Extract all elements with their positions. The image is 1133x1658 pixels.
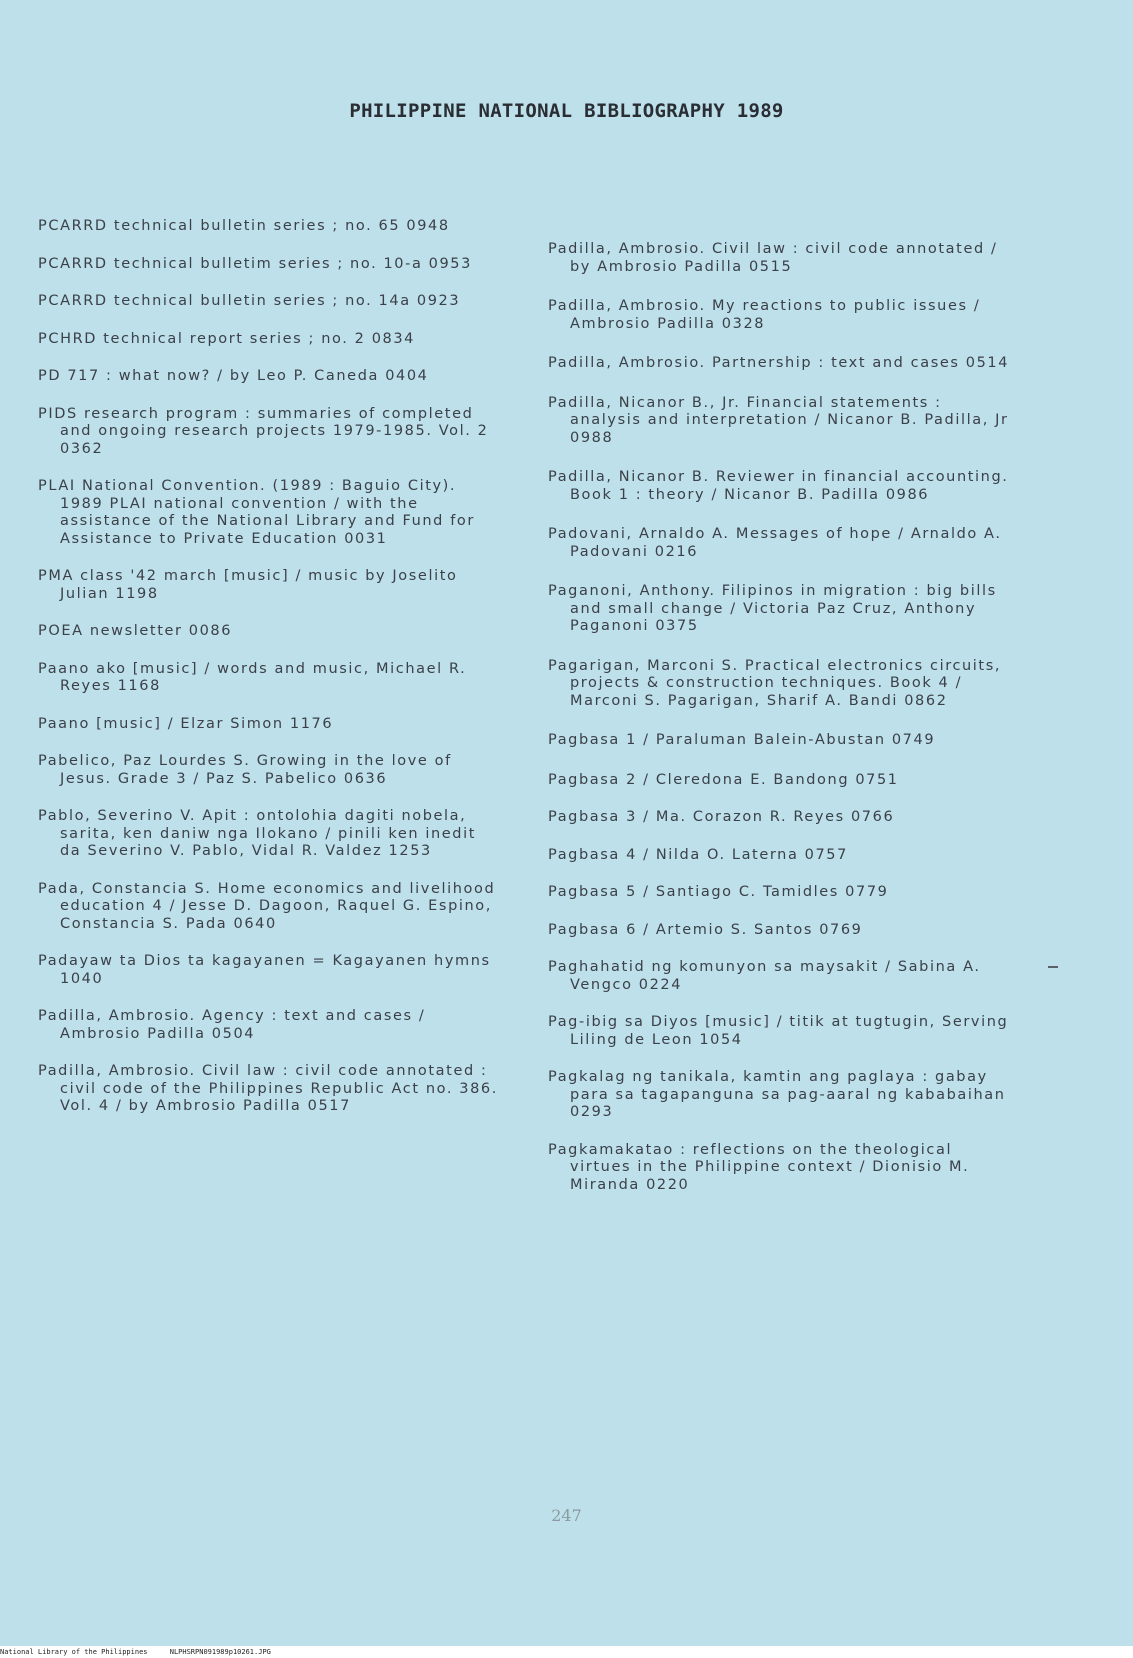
bibliography-entry: Pabelico, Paz Lourdes S. Growing in the love of Jesus. Grade 3 / Paz S. Pabelico 0636 <box>38 753 459 787</box>
bibliography-entry: Pagbasa 3 / Ma. Corazon R. Reyes 0766 <box>548 809 895 825</box>
bibliography-entry: Pagbasa 4 / Nilda O. Laterna 0757 <box>548 846 848 863</box>
page-title: PHILIPPINE NATIONAL BIBLIOGRAPHY 1989 <box>349 100 784 122</box>
bibliography-entry: Paano [music] / Elzar Simon 1176 <box>38 715 334 732</box>
scan-mark <box>1048 966 1058 968</box>
bibliography-entry: PIDS research program : summaries of completed and ongoing research projects 1979-1985. Vol. 2 0362 <box>38 405 495 457</box>
bibliography-entry: Padovani, Arnaldo A. Messages of hope / Arnaldo A. Padovani 0216 <box>548 526 1008 560</box>
scan-footer <box>0 1646 1133 1658</box>
bibliography-entry: Pagbasa 2 / Cleredona E. Bandong 0751 <box>548 771 899 788</box>
bibliography-entry: Pada, Constancia S. Home economics and livelihood education 4 / Jesse D. Dagoon, Raquel G. Espino, Constancia S. Pada 0640 <box>38 880 502 932</box>
bibliography-entry: PD 717 : what now? / by Leo P. Caneda 0404 <box>38 368 429 384</box>
bibliography-entry: PMA class '42 march [music] / music by Joselito Julian 1198 <box>38 568 464 602</box>
bibliography-entry: Pablo, Severino V. Apit : ontolohia dagiti nobela, sarita, ken daniw nga Ilokano / pinili ken inedit da Severino V. Pablo, Vidal R. Valdez 1253 <box>38 808 483 859</box>
bibliography-entry: Pagarigan, Marconi S. Practical electronics circuits, projects & construction techniques. Book 4 / Marconi S. Pagarigan, Sharif A. Bandi 0862 <box>548 657 1008 709</box>
bibliography-entry: Pagbasa 6 / Artemio S. Santos 0769 <box>548 921 863 938</box>
bibliography-entry: Paghahatid ng komunyon sa maysakit / Sabina A. Vengco 0224 <box>548 959 987 993</box>
bibliography-entry: Pagkalag ng tanikala, kamtin ang paglaya : gabay para sa tagapanguna sa pag-aaral ng kababaihan 0293 <box>548 1069 1012 1120</box>
left-column <box>38 218 505 1116</box>
bibliography-entry: Padilla, Ambrosio. Partnership : text and cases 0514 <box>548 355 1010 371</box>
bibliography-entry: PCARRD technical bulletim series ; no. 10-a 0953 <box>38 255 472 272</box>
bibliography-entry: PCARRD technical bulletin series ; no. 14a 0923 <box>38 293 461 309</box>
bibliography-entry: Pagkamakatao : reflections on the theological virtues in the Philippine context / Dionisio M. Miranda 0220 <box>548 1141 976 1193</box>
page-number: 247 <box>551 1506 582 1525</box>
bibliography-entry: PLAI National Convention. (1989 : Baguio City). 1989 PLAI national convention / with the assistance of the National Library and Fund for Assistance to Private Education 0031 <box>38 478 482 547</box>
bibliography-entry: Padilla, Ambrosio. Civil law : civil code annotated : civil code of the Philippines Republic Act no. 386. Vol. 4 / by Ambrosio Padilla 0517 <box>38 1063 505 1114</box>
right-column <box>548 241 1018 1194</box>
bibliography-entry: Paganoni, Anthony. Filipinos in migration : big bills and small change / Victoria Paz Cruz, Anthony Paganoni 0375 <box>548 583 1003 634</box>
bibliography-entry: Padilla, Ambrosio. My reactions to public issues / Ambrosio Padilla 0328 <box>548 298 987 332</box>
bibliography-entry: Pag-ibig sa Diyos [music] / titik at tugtugin, Serving Liling de Leon 1054 <box>548 1014 1015 1048</box>
bibliography-entry: Pagbasa 1 / Paraluman Balein-Abustan 0749 <box>548 732 936 748</box>
footer-file: NLPHSRPN091989p10261.JPG <box>169 1648 271 1656</box>
footer-library: National Library of the Philippines <box>0 1648 148 1656</box>
bibliography-entry: PCHRD technical report series ; no. 2 0834 <box>38 330 416 347</box>
bibliography-entry: Padilla, Ambrosio. Civil law : civil code annotated / by Ambrosio Padilla 0515 <box>548 241 1004 275</box>
bibliography-entry: Paano ako [music] / words and music, Michael R. Reyes 1168 <box>38 660 473 694</box>
bibliography-entry: Padilla, Nicanor B. Reviewer in financial accounting. Book 1 : theory / Nicanor B. Padilla 0986 <box>548 469 1015 503</box>
bibliography-entry: Pagbasa 5 / Santiago C. Tamidles 0779 <box>548 884 889 900</box>
bibliography-entry: Padilla, Ambrosio. Agency : text and cases / Ambrosio Padilla 0504 <box>38 1008 432 1042</box>
bibliography-entry: POEA newsletter 0086 <box>38 623 233 639</box>
bibliography-entry: Padayaw ta Dios ta kagayanen = Kagayanen hymns 1040 <box>38 953 497 987</box>
bibliography-entry: PCARRD technical bulletin series ; no. 65 0948 <box>38 218 450 234</box>
bibliography-entry: Padilla, Nicanor B., Jr. Financial statements : analysis and interpretation / Nicanor B. Padilla, Jr 0988 <box>548 394 1015 446</box>
